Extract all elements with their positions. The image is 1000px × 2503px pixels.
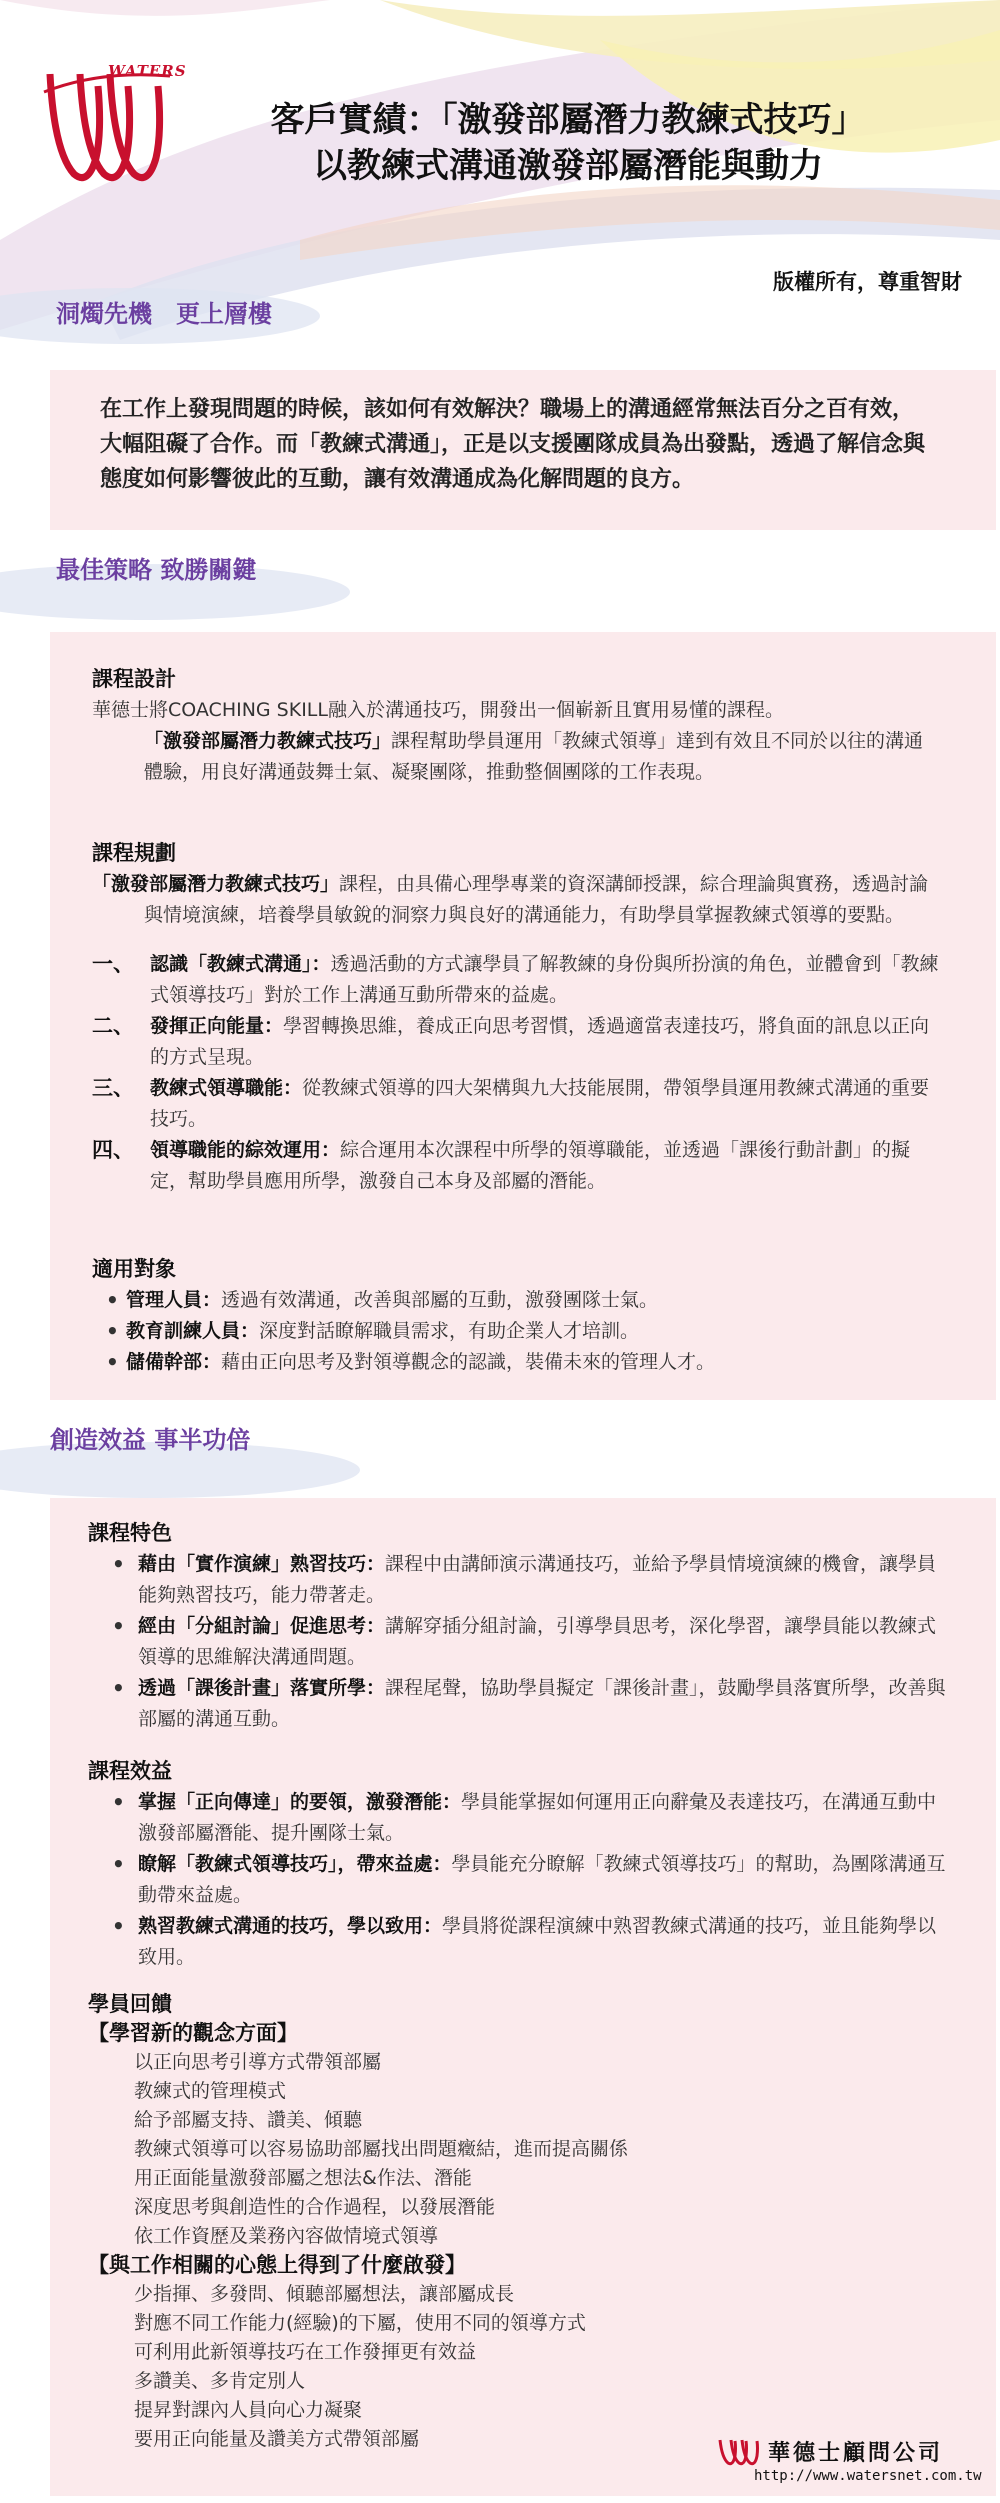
page-title-line1: 客戶實績：「激發部屬潛力教練式技巧」 xyxy=(270,100,866,140)
course-planning-block xyxy=(92,838,942,1197)
section-heading-2: 最佳策略 致勝關鍵 xyxy=(56,556,257,584)
course-design-line1: 華德士將COACHING SKILL融入於溝通技巧，開發出一個嶄新且實用易懂的課程。 xyxy=(92,699,784,721)
feedback-heading: 學員回饋 xyxy=(88,1992,172,2016)
list-item: 要用正向能量及讚美方式帶領部屬 xyxy=(134,2428,420,2450)
footer-company-logo xyxy=(718,2436,982,2492)
feedback-group-title: 【學習新的觀念方面】 xyxy=(88,2021,298,2045)
waters-small-logo-icon xyxy=(718,2436,764,2466)
planning-item: 一、 認識「教練式溝通」：透過活動的方式讓學員了解教練的身份與所扮演的角色，並體會到「教練式領導技巧」對於工作上溝通互動所帶來的益處。 xyxy=(92,952,939,1006)
course-design-block xyxy=(92,664,972,788)
list-item: • 藉由「實作演練」熟習技巧：課程中由講師演示溝通技巧，並給予學員情境演練的機會，讓學員能夠熟習技巧，能力帶著走。 xyxy=(88,1549,948,1611)
list-item: 對應不同工作能力(經驗)的下屬，使用不同的領導方式 xyxy=(134,2312,586,2334)
list-item: 依工作資歷及業務內容做情境式領導 xyxy=(134,2225,439,2247)
course-design-heading: 課程設計 xyxy=(92,667,176,691)
footer-company-name: 華德士顧問公司 xyxy=(768,2441,944,2466)
list-item: 給予部屬支持、讚美、傾聽 xyxy=(134,2109,363,2131)
course-planning-intro: 「激發部屬潛力教練式技巧」課程，由具備心理學專業的資深講師授課，綜合理論與實務，透過討論與情境演練，培養學員敏銳的洞察力與良好的溝通能力，有助學員掌握教練式領導的要點。 xyxy=(92,873,929,926)
logo-wordmark: WATERS xyxy=(108,62,187,80)
planning-item: 四、 領導職能的綜效運用：綜合運用本次課程中所學的領導職能，並透過「課後行動計劃」的擬定，幫助學員應用所學，激發自己本身及部屬的潛能。 xyxy=(92,1138,911,1192)
bullet-icon: • xyxy=(106,1319,119,1343)
features-heading: 課程特色 xyxy=(88,1521,172,1545)
bullet-icon: • xyxy=(112,1914,125,1938)
planning-item-title: 領導職能的綜效運用： xyxy=(150,1139,341,1161)
course-benefits-block xyxy=(88,1756,948,1973)
list-item: 教練式的管理模式 xyxy=(134,2080,287,2102)
list-item: 多讚美、多肯定別人 xyxy=(134,2370,306,2392)
audience-block xyxy=(92,1254,942,1378)
page-title-line2: 以教練式溝通激發部屬潛能與動力 xyxy=(313,146,823,186)
planning-item: 二、 發揮正向能量：學習轉換思維，養成正向思考習慣，透過適當表達技巧，將負面的訊息以正向的方式呈現。 xyxy=(92,1014,930,1068)
footer-url: http://www.watersnet.com.tw xyxy=(754,2468,982,2484)
list-item: 提昇對課內人員向心力凝聚 xyxy=(134,2399,363,2421)
course-planning-heading: 課程規劃 xyxy=(92,841,176,865)
list-item: 少指揮、多發問、傾聽部屬想法，讓部屬成長 xyxy=(134,2283,515,2305)
list-item: • 透過「課後計畫」落實所學：課程尾聲，協助學員擬定「課後計畫」，鼓勵學員落實所學，改善與部屬的溝通互動。 xyxy=(88,1673,948,1735)
list-item: • 掌握「正向傳達」的要領，激發潛能：學員能掌握如何運用正向辭彙及表達技巧，在溝通互動中激發部屬潛能、提升團隊士氣。 xyxy=(88,1787,948,1849)
section-heading-1: 洞燭先機 更上層樓 xyxy=(56,300,272,328)
list-item: • 經由「分組討論」促進思考：講解穿插分組討論，引導學員思考，深化學習，讓學員能以教練式領導的思維解決溝通問題。 xyxy=(88,1611,948,1673)
planning-item-title: 認識「教練式溝通」： xyxy=(150,953,331,975)
list-item: • 瞭解「教練式領導技巧」，帶來益處：學員能充分瞭解「教練式領導技巧」的幫助，為團隊溝通互動帶來益處。 xyxy=(88,1849,948,1911)
planning-item: 三、 教練式領導職能：從教練式領導的四大架構與九大技能展開，帶領學員運用教練式溝通的重要技巧。 xyxy=(92,1076,930,1130)
course-name: 「激發部屬潛力教練式技巧」 xyxy=(92,873,340,895)
bullet-icon: • xyxy=(112,1676,125,1700)
list-item: 以正向思考引導方式帶領部屬 xyxy=(134,2051,382,2073)
waters-logo xyxy=(40,62,190,192)
course-design-line2: 「激發部屬潛力教練式技巧」課程幫助學員運用「教練式領導」達到有效且不同於以往的溝通體驗，用良好溝通鼓舞士氣、凝聚團隊，推動整個團隊的工作表現。 xyxy=(144,730,924,783)
list-item: • 熟習教練式溝通的技巧，學以致用：學員將從課程演練中熟習教練式溝通的技巧，並且能夠學以致用。 xyxy=(88,1911,948,1973)
bullet-icon: • xyxy=(112,1614,125,1638)
waters-logo-mark xyxy=(40,62,190,192)
bullet-icon: • xyxy=(106,1350,119,1374)
list-item: • 儲備幹部：藉由正向思考及對領導觀念的認識，裝備未來的管理人才。 xyxy=(92,1347,942,1378)
list-item: 用正面能量激發部屬之想法&作法、潛能 xyxy=(134,2167,472,2189)
section-heading-3: 創造效益 事半功倍 xyxy=(50,1426,251,1454)
copyright-notice: 版權所有，尊重智財 xyxy=(773,270,962,294)
bullet-icon: • xyxy=(106,1288,119,1312)
intro-paragraph: 在工作上發現問題的時候，該如何有效解決？職場上的溝通經常無法百分之百有效，大幅阻礙了合作。而「教練式溝通」，正是以支援團隊成員為出發點，透過了解信念與態度如何影響彼此的互動，讓有效溝通成為化解問題的良方。 xyxy=(100,397,926,492)
list-item: 可利用此新領導技巧在工作發揮更有效益 xyxy=(134,2341,477,2363)
list-item: 深度思考與創造性的合作過程，以發展潛能 xyxy=(134,2196,496,2218)
audience-heading: 適用對象 xyxy=(92,1257,176,1281)
list-item: • 教育訓練人員：深度對話瞭解職員需求，有助企業人才培訓。 xyxy=(92,1316,942,1347)
bullet-icon: • xyxy=(112,1552,125,1576)
list-item: 教練式領導可以容易協助部屬找出問題癥結，進而提高關係 xyxy=(134,2138,629,2160)
list-item: • 管理人員：透過有效溝通，改善與部屬的互動，激發團隊士氣。 xyxy=(92,1285,942,1316)
features-block xyxy=(88,1518,948,1735)
feedback-block xyxy=(88,1990,948,2454)
planning-item-title: 發揮正向能量： xyxy=(150,1015,284,1037)
bullet-icon: • xyxy=(112,1852,125,1876)
bullet-icon: • xyxy=(112,1790,125,1814)
feedback-group-title: 【與工作相關的心態上得到了什麼啟發】 xyxy=(88,2253,466,2277)
course-benefits-heading: 課程效益 xyxy=(88,1759,172,1783)
course-name: 「激發部屬潛力教練式技巧」 xyxy=(144,730,392,752)
planning-item-title: 教練式領導職能： xyxy=(150,1077,303,1099)
